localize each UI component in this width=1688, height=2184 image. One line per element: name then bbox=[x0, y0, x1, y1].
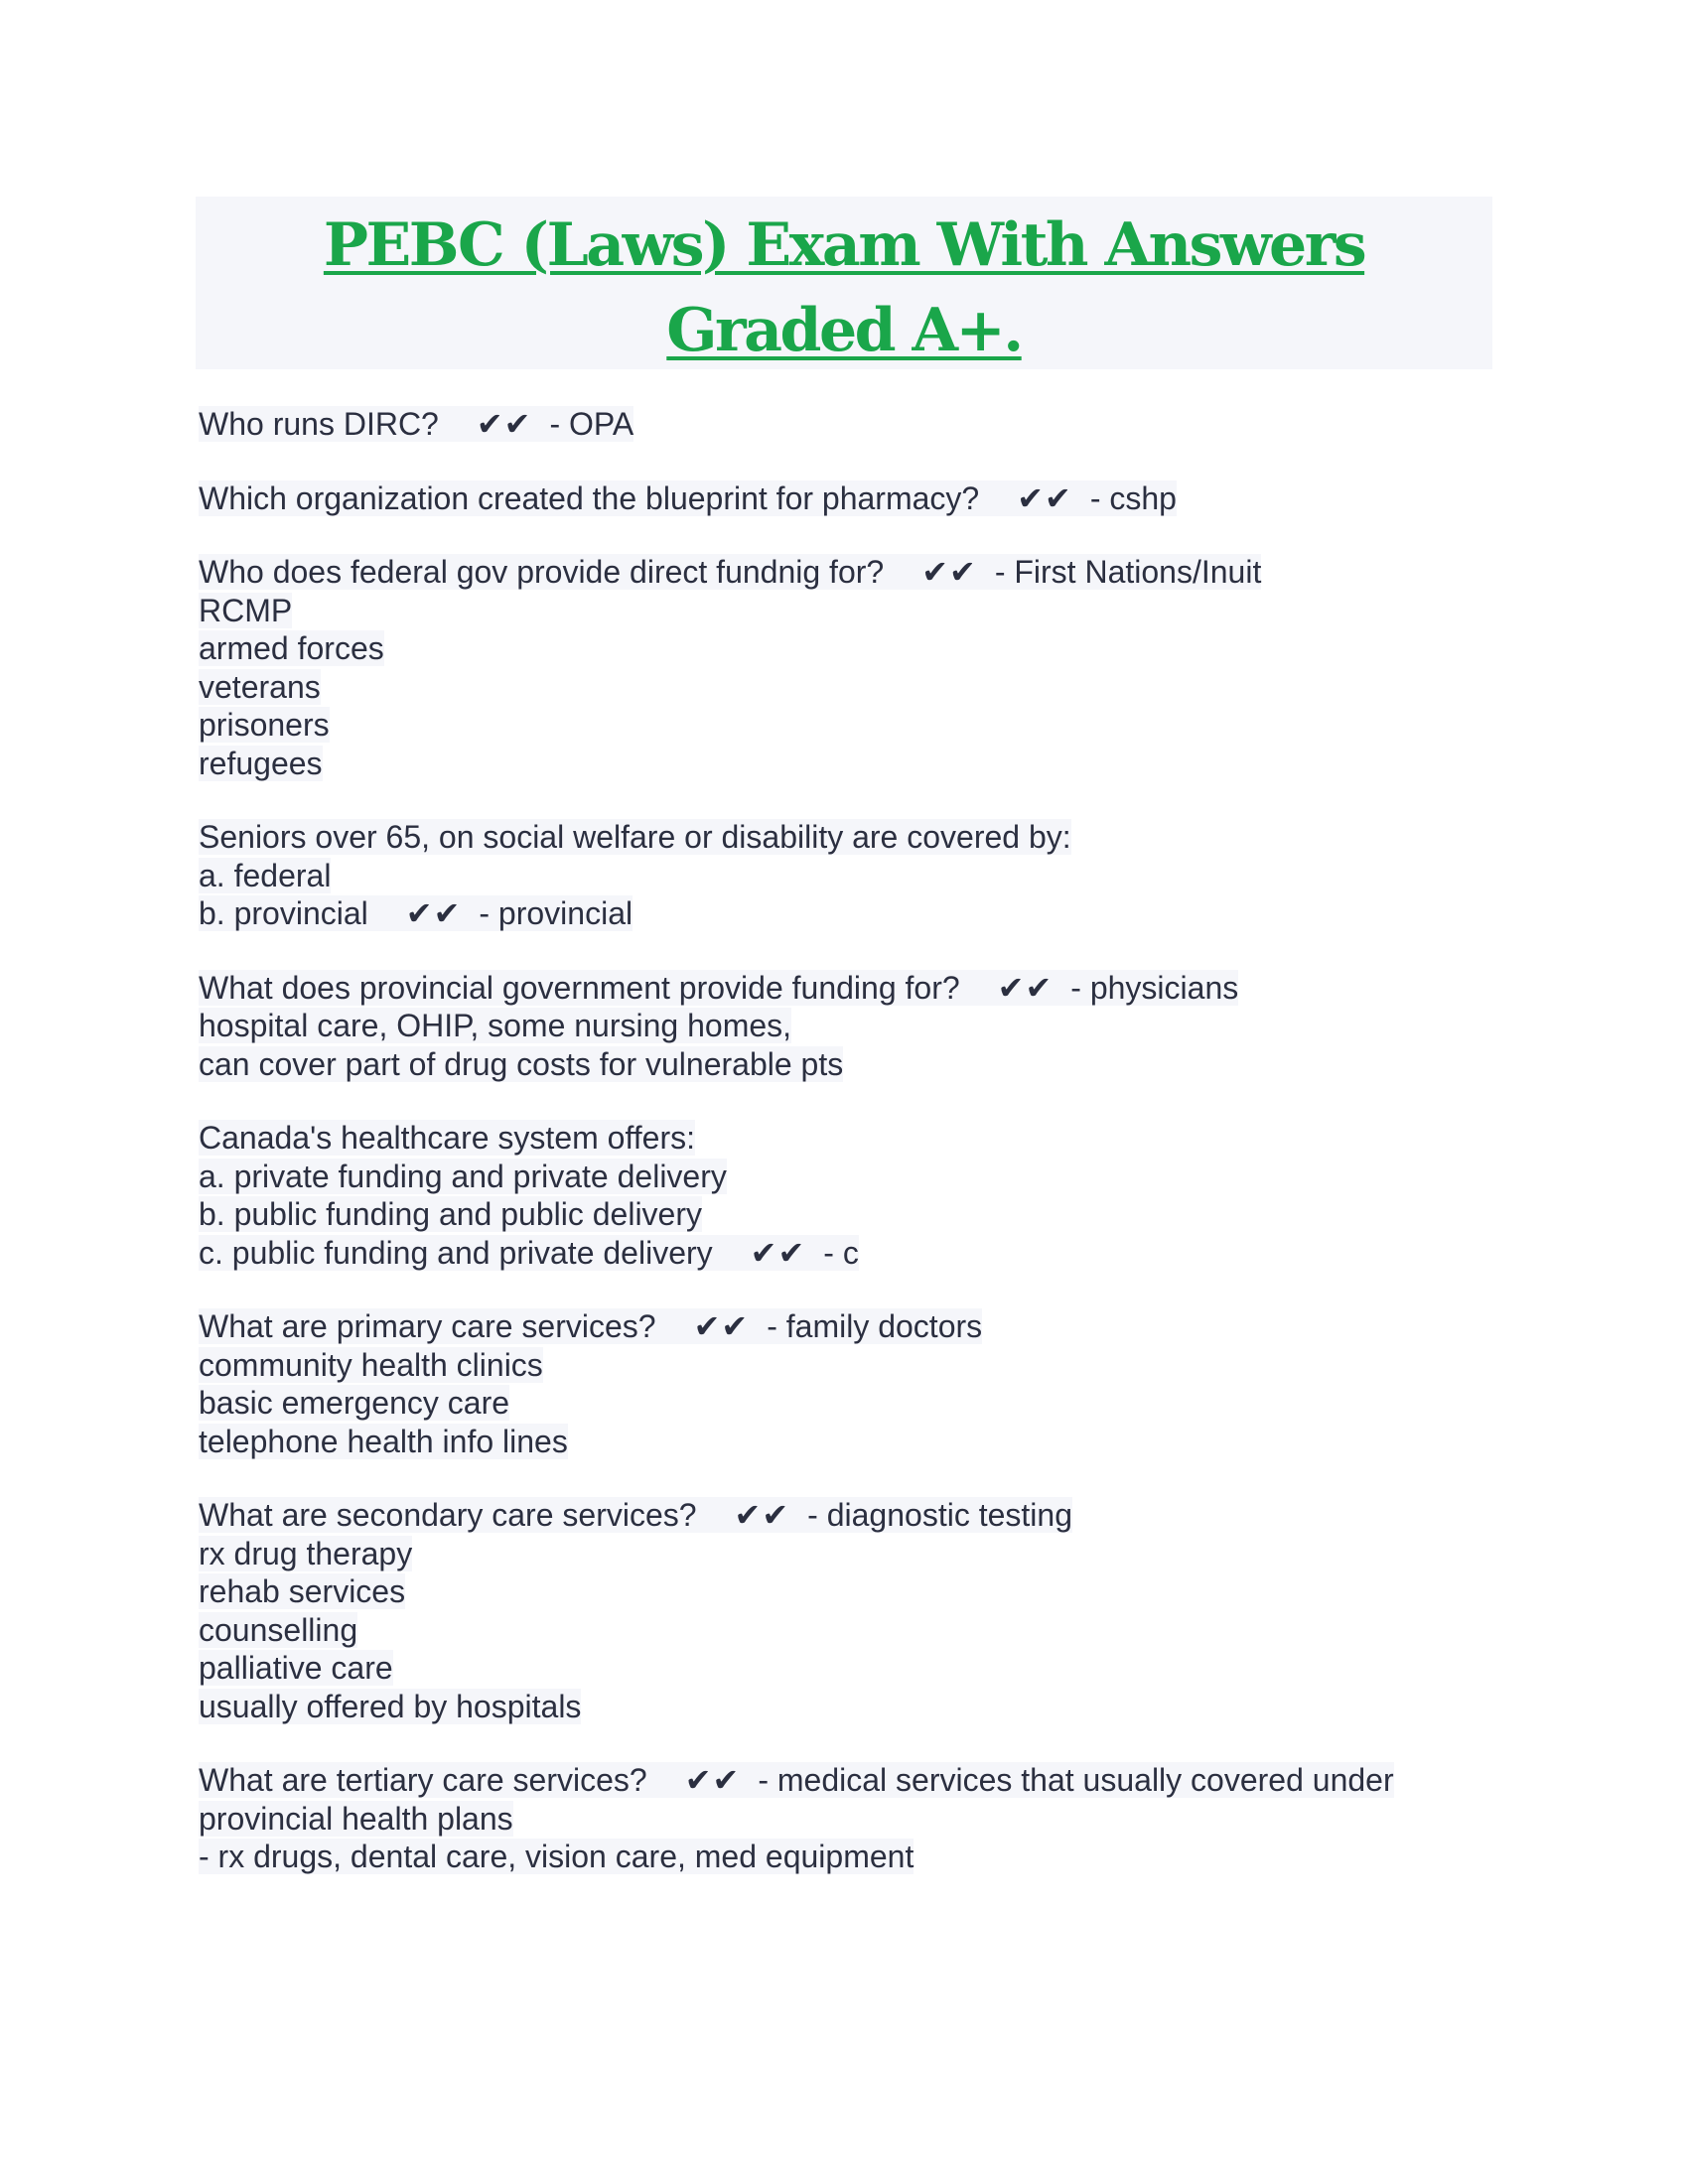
question-text: What are primary care services? bbox=[199, 1308, 656, 1344]
answer-line: rx drug therapy bbox=[199, 1535, 413, 1571]
qa-list bbox=[199, 405, 1489, 1912]
answer-line: armed forces bbox=[199, 630, 384, 666]
answer-text: - c bbox=[823, 1234, 859, 1271]
question-answer-line bbox=[199, 553, 1489, 592]
answer-line: rehab services bbox=[199, 1573, 406, 1609]
question-text: What does provincial government provide funding for? bbox=[199, 969, 960, 1006]
qa-item bbox=[199, 818, 1489, 933]
answer-text: - medical services that usually covered under bbox=[758, 1762, 1394, 1798]
question-answer-line bbox=[199, 969, 1489, 1008]
answer-line: RCMP bbox=[199, 592, 293, 628]
answer-line: community health clinics bbox=[199, 1346, 543, 1383]
double-check-icon: ✔✔ bbox=[476, 405, 532, 443]
question-answer-line bbox=[199, 1234, 1489, 1273]
question-answer-line bbox=[199, 1761, 1489, 1800]
question-text: Which organization created the blueprint for pharmacy? bbox=[199, 479, 980, 516]
qa-item bbox=[199, 479, 1489, 518]
question-text: What are secondary care services? bbox=[199, 1497, 697, 1533]
question-line: a. federal bbox=[199, 857, 332, 893]
answer-line: palliative care bbox=[199, 1650, 393, 1686]
answer-text: - diagnostic testing bbox=[807, 1497, 1072, 1533]
qa-item bbox=[199, 1761, 1489, 1876]
answer-text: - cshp bbox=[1089, 479, 1177, 516]
title-line-2: Graded A+. bbox=[666, 296, 1022, 365]
answer-text: - First Nations/Inuit bbox=[994, 554, 1262, 590]
answer-line: basic emergency care bbox=[199, 1385, 510, 1421]
answer-line: provincial health plans bbox=[199, 1800, 513, 1837]
answer-line: telephone health info lines bbox=[199, 1423, 568, 1459]
double-check-icon: ✔✔ bbox=[734, 1496, 790, 1534]
answer-text: - family doctors bbox=[767, 1308, 983, 1344]
answer-text: - physicians bbox=[1070, 969, 1239, 1006]
question-answer-line bbox=[199, 1307, 1489, 1346]
double-check-icon: ✔✔ bbox=[1017, 478, 1072, 517]
qa-item bbox=[199, 553, 1489, 782]
double-check-icon: ✔✔ bbox=[997, 968, 1054, 1007]
answer-line: prisoners bbox=[199, 707, 330, 743]
question-line: b. public funding and public delivery bbox=[199, 1196, 702, 1232]
answer-line: usually offered by hospitals bbox=[199, 1688, 582, 1724]
answer-line: hospital care, OHIP, some nursing homes, bbox=[199, 1008, 792, 1043]
qa-item bbox=[199, 405, 1489, 444]
question-line: Canada's healthcare system offers: bbox=[199, 1120, 695, 1156]
answer-line: can cover part of drug costs for vulnerable pts bbox=[199, 1045, 844, 1082]
title-line-1: PEBC (Laws) Exam With Answers bbox=[323, 210, 1365, 280]
qa-item bbox=[199, 1119, 1489, 1272]
qa-item bbox=[199, 1496, 1489, 1725]
question-answer-line bbox=[199, 405, 1489, 444]
double-check-icon: ✔✔ bbox=[750, 1233, 806, 1272]
question-text: c. public funding and private delivery bbox=[199, 1234, 713, 1271]
double-check-icon: ✔✔ bbox=[921, 553, 977, 591]
question-text: b. provincial bbox=[199, 895, 368, 931]
question-text: Who runs DIRC? bbox=[199, 406, 439, 442]
answer-text: - provincial bbox=[479, 895, 633, 931]
qa-item bbox=[199, 969, 1489, 1084]
answer-line: - rx drugs, dental care, vision care, med equipment bbox=[199, 1839, 914, 1874]
question-answer-line bbox=[199, 1496, 1489, 1535]
double-check-icon: ✔✔ bbox=[405, 894, 462, 932]
answer-line: veterans bbox=[199, 668, 321, 705]
question-answer-line bbox=[199, 479, 1489, 518]
document-title bbox=[196, 197, 1492, 369]
double-check-icon: ✔✔ bbox=[684, 1761, 741, 1799]
question-line: Seniors over 65, on social welfare or disability are covered by: bbox=[199, 819, 1071, 855]
question-text: What are tertiary care services? bbox=[199, 1762, 647, 1798]
answer-text: - OPA bbox=[549, 406, 634, 442]
answer-line: counselling bbox=[199, 1611, 358, 1648]
question-line: a. private funding and private delivery bbox=[199, 1158, 727, 1194]
answer-line: refugees bbox=[199, 745, 323, 781]
question-text: Who does federal gov provide direct fundnig for? bbox=[199, 554, 885, 590]
question-answer-line bbox=[199, 894, 1489, 933]
double-check-icon: ✔✔ bbox=[693, 1307, 750, 1345]
qa-item bbox=[199, 1307, 1489, 1460]
